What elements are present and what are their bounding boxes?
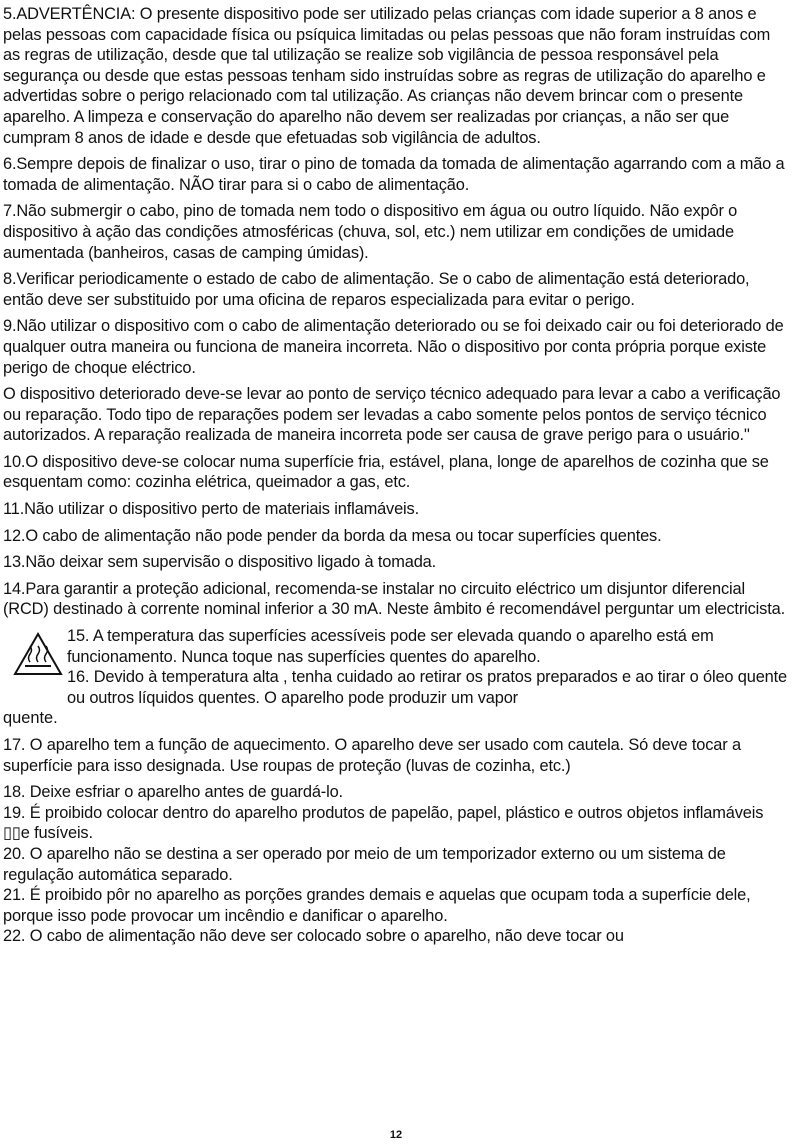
paragraph-10: 10.O dispositivo deve-se colocar numa superfície fria, estável, plana, longe de aparelhos de cozinha que se esquentam como: cozinha elétrica, queimador a gas, etc. [3,452,769,492]
paragraph-9-repair-note: O dispositivo deteriorado deve-se levar ao ponto de serviço técnico adequado para levar a cabo a verificação ou reparação. Todo tipo de reparações podem ser levadas a cabo somente pelos pontos de serviço técnico autorizados. A reparação realizada de maneira incorreta pode ser causa de grave perigo para o usuário." [3,385,781,445]
hot-surface-warning-icon [13,632,63,676]
paragraph-18: 18. Deixe esfriar o aparelho antes de guardá-lo. [3,783,343,802]
paragraph-16: 16. Devido à temperatura alta , tenha cuidado ao retirar os pratos preparados e ao tirar o óleo quente ou outros líquidos quentes. O aparelho pode produzir um vapor [67,668,788,707]
paragraph-19: 19. É proibido colocar dentro do aparelho produtos de papelão, papel, plástico e outros objetos inflamáveis ▯▯e fusíveis. [3,803,764,843]
paragraph-5-warning: 5.ADVERTÊNCIA: O presente dispositivo pode ser utilizado pelas crianças com idade superior a 8 anos e pelas pessoas com capacidade física ou psíquica limitadas ou pelas pessoas que não foram instruídas com as regras de utilização, desde que tal utilização se realize sob vigilância de pessoa responsável pela segurança ou desde que estas pessoas tenham sido instruídas sobre as regras de utilização do aparelho e advertidas sobre o perigo relacionado com tal utilização. As crianças não devem brincar com o presente aparelho. A limpeza e conservação do aparelho não devem ser realizadas por crianças, a não ser que cumpram 8 anos de idade e desde que efetuadas sob vigilância de adultos. [3,5,771,147]
paragraph-9: 9.Não utilizar o dispositivo com o cabo de alimentação deteriorado ou se foi deixado cair ou foi deteriorado de qualquer outra maneira ou funciona de maneira incorreta. Não o dispositivo por conta própria porque existe perigo de choque eléctrico. [3,317,784,377]
paragraph-7: 7.Não submergir o cabo, pino de tomada nem todo o dispositivo em água ou outro líquido. Não expôr o dispositivo à ação das condições atmosféricas (chuva, sol, etc.) nem utilizar em condições de umidade aumentada (banheiros, casas de camping úmidas). [3,202,738,262]
page-number: 12 [389,1129,403,1141]
paragraph-8: 8.Verificar periodicamente o estado de cabo de alimentação. Se o cabo de alimentação está deteriorado, então deve ser substituido por uma oficina de reparos especializada para evitar o perigo. [3,270,750,309]
paragraph-22: 22. O cabo de alimentação não deve ser colocado sobre o aparelho, não deve tocar ou [3,927,624,946]
paragraph-11: 11.Não utilizar o dispositivo perto de materiais inflamáveis. [3,500,419,519]
hot-surface-warning-block [3,626,789,708]
manual-page [3,4,789,947]
paragraph-13: 13.Não deixar sem supervisão o dispositivo ligado à tomada. [3,553,437,572]
paragraph-15: 15. A temperatura das superfícies acessíveis pode ser elevada quando o aparelho está em funcionamento. Nunca toque nas superfícies quentes do aparelho. [67,627,714,666]
paragraph-14: 14.Para garantir a proteção adicional, recomenda-se instalar no circuito eléctrico um disjuntor diferencial (RCD) destinado à corrente nominal inferior a 30 mA. Neste âmbito é recomendável perguntar um electricista. [3,579,785,619]
paragraph-21: 21. É proibido pôr no aparelho as porções grandes demais e aquelas que ocupam toda a superfície dele, porque isso pode provocar um incêndio e danificar o aparelho. [3,886,751,925]
paragraph-16-tail: quente. [3,709,58,728]
paragraph-20: 20. O aparelho não se destina a ser operado por meio de um temporizador externo ou um sistema de regulação automática separado. [3,844,726,884]
paragraph-6: 6.Sempre depois de finalizar o uso, tirar o pino de tomada da tomada de alimentação agarrando com a mão a tomada de alimentação. NÃO tirar para si o cabo de alimentação. [3,155,785,194]
paragraph-12: 12.O cabo de alimentação não pode pender da borda da mesa ou tocar superfícies quentes. [3,526,662,545]
paragraph-17: 17. O aparelho tem a função de aquecimento. O aparelho deve ser usado com cautela. Só deve tocar a superfície para isso designada. Use roupas de proteção (luvas de cozinha, etc.) [3,736,741,775]
